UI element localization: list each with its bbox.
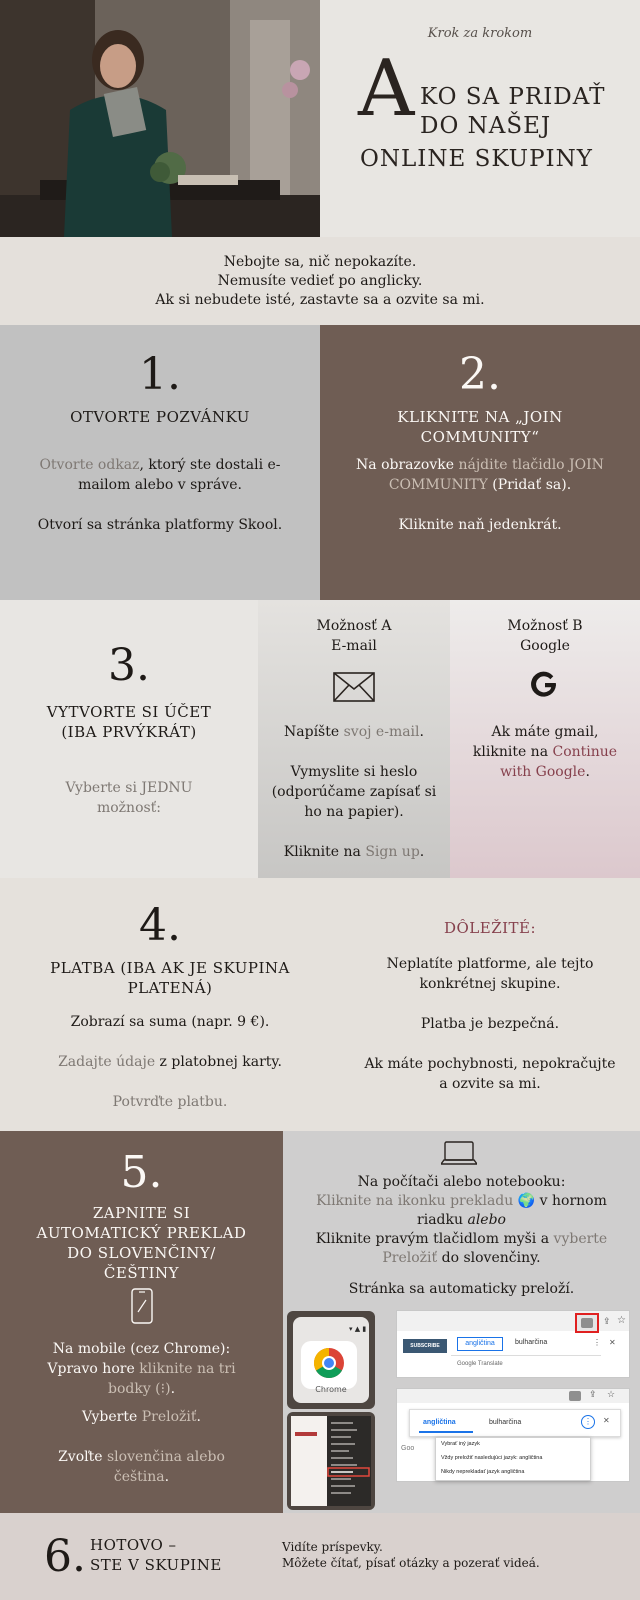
step-title [0,702,258,742]
menu-item-never-translate: Nikdy neprekladať jazyk angličtina [441,1469,525,1475]
option-b-text-b: . [585,764,590,780]
page-background [291,1416,327,1506]
step-title-line: KLIKNITE NA „JOIN [397,408,563,426]
google-icon [530,670,560,700]
highlight-translate-icon: Kliknite na ikonku prekladu [316,1193,514,1209]
desktop-screenshot-translate-menu [396,1388,630,1482]
mobile-text: . [170,1381,176,1397]
laptop-icon [441,1141,477,1167]
woman-with-book-photo [0,0,320,237]
step-title [90,1535,222,1575]
step-2-text-b: (Pridať sa). [487,477,572,493]
share-icon: ⇪ [603,1316,611,1326]
desktop-line: Na počítači alebo notebooku: [357,1174,566,1190]
star-icon: ☆ [617,1315,626,1326]
highlight-translate-menu: vyberte Preložiť [382,1231,608,1266]
intro-line: Ak si nebudete isté, zastavte sa a ozvite sa mi. [155,292,485,308]
option-b-google [450,600,640,878]
translate-icon [569,1391,581,1401]
more-options-icon: ⋮ [581,1415,595,1429]
desktop-or: alebo [467,1212,506,1228]
step-1-text [20,455,300,495]
step-number: 5. [120,1147,163,1198]
highlight-three-dots: kliknite na tri bodky (⁝) [107,1361,236,1397]
envelope-icon [333,672,375,702]
option-heading-line: Možnosť A [316,618,392,634]
mobile-step-3 [40,1447,243,1487]
intro-block [0,237,640,325]
menu-item-other-language: Vybrať iný jazyk [441,1441,480,1447]
option-b-text-a: Ak máte gmail, kliknite na [472,724,599,760]
header-title-panel [320,0,640,237]
desktop-result: Stránka sa automaticky preloží. [348,1281,575,1297]
step-1-text-rest: , ktorý ste dostali e-mailom alebo v správe. [78,457,281,493]
header-photo [0,0,320,237]
mobile-text: Zvoľte [58,1449,107,1465]
mobile-text: Vyberte [81,1409,142,1425]
important-text-3: Ak máte pochybnosti, nepokračujte a ozvite sa mi. [364,1056,616,1092]
step-number: 6. [44,1531,86,1582]
step-title-line: VYTVORTE SI ÚČET [46,703,212,721]
option-heading [258,616,450,656]
step-title-line: COMMUNITY“ [420,428,540,446]
subscribe-button: SUBSCRIBE [403,1339,447,1353]
desktop-line [293,1192,630,1230]
step-number: 4. [139,900,181,951]
step-number: 3. [108,640,150,691]
option-a-text: Napíšte [284,724,344,740]
desktop-text: do slovenčiny. [437,1250,541,1266]
option-heading-line: Google [520,638,570,654]
more-icon: ⋮ [593,1338,601,1347]
translate-icon [581,1318,593,1328]
highlight-sign-up: Sign up [365,844,420,860]
step-6-text [282,1539,540,1571]
step-title [320,407,640,447]
divider [451,1355,601,1356]
step-title: OTVORTE POZVÁNKU [70,408,250,426]
star-icon: ☆ [607,1389,616,1399]
option-heading-line: E-mail [331,638,377,654]
step-title-line: HOTOVO – [90,1536,177,1554]
phone-screenshot-menu [287,1412,375,1510]
status-bar-icons: ▾ ▲ ▮ [349,1325,367,1333]
translate-tab-english: angličtina [423,1419,456,1426]
close-icon: ✕ [603,1416,610,1425]
option-a-text: . [419,724,424,740]
option-b-text [464,722,626,782]
step-number: 2. [459,349,501,400]
page-snippet: Goo [401,1445,415,1452]
intro-line: Nemusíte vedieť po anglicky. [217,273,423,289]
option-a-email [258,600,450,878]
page-heading-bar [295,1432,317,1436]
menu-item-always-translate: Vždy preložiť nasledujúci jazyk: angličtina [441,1455,543,1461]
title-initial: A [358,44,415,134]
chrome-icon [313,1347,345,1379]
translate-tab-bulgarian: bulharčina [515,1339,548,1346]
highlight-card-details: Zadajte údaje [58,1054,156,1070]
phone-screenshot-chrome [287,1311,375,1409]
step-2-text [348,455,612,495]
mobile-step-2 [0,1407,283,1427]
highlight-language-choice: slovenčina alebo čeština [106,1449,225,1485]
option-a-step-3 [258,842,450,862]
step-5-section [0,1131,283,1513]
translate-tab-bulgarian: bulharčina [489,1419,522,1426]
mobile-text: . [196,1409,201,1425]
step-2-section [320,325,640,600]
option-heading [450,616,640,656]
title-line-1: KO SA PRIDAŤ [420,84,606,110]
important-text-1: Neplatíte platforme, ale tejto konkrétnej skupine. [386,956,594,992]
close-icon: ✕ [609,1338,616,1347]
step-6-section [0,1513,640,1600]
share-icon: ⇪ [589,1389,597,1399]
google-translate-label: Google Translate [457,1361,503,1367]
step-title-line: (IBA PRVÝKRÁT) [61,723,197,741]
translate-tab-english: angličtina [457,1337,503,1351]
desktop-screenshot-translate-bar [396,1310,630,1378]
option-a-text: Kliknite na [283,844,366,860]
globe-icon: 🌍 [517,1193,536,1209]
highlight-email: svoj e-mail [343,724,420,740]
option-a-step-1 [266,722,442,742]
mobile-text: . [164,1469,170,1485]
title-line-3: ONLINE SKUPINY [360,146,593,172]
highlight-open-link: Otvorte odkaz [39,457,140,473]
step-4-section [0,878,640,1131]
step-4-text-rest: z platobnej karty. [155,1054,282,1070]
step-2-text-2: Kliknite naň jedenkrát. [398,517,562,533]
desktop-text: v hornom riadku [417,1193,607,1228]
option-a-step-2: Vymyslite si heslo (odporúčame zapísať si ho na papier). [271,764,437,820]
highlight-translate: Preložiť [141,1409,197,1425]
important-text-2: Platba je bezpečná. [420,1016,560,1032]
desktop-line [293,1230,630,1268]
step-1-section [0,325,320,600]
mobile-text: Na mobile (cez Chrome): Vpravo hore [47,1341,231,1377]
chrome-app-label: Chrome [315,1385,347,1394]
step-1-text-2: Otvorí sa stránka platformy Skool. [37,517,283,533]
step-title: ZAPNITE SI AUTOMATICKÝ PREKLAD DO SLOVENČINY/ ČEŠTINY [36,1204,247,1282]
highlight-continue-with-google: Continue with Google [500,744,618,780]
important-title: DÔLEŽITÉ: [443,919,537,937]
step-6-line: Môžete čítať, písať otázky a pozerať videá. [282,1556,540,1570]
step-2-text-a: Na obrazovke [356,457,459,473]
active-tab-underline [419,1431,473,1433]
step-4-text-3: Potvrďte platbu. [112,1094,228,1110]
chrome-menu-items [327,1418,371,1504]
option-heading-line: Možnosť B [507,618,583,634]
title-line-2: DO NAŠEJ [420,113,552,139]
step-6-line: Vidíte príspevky. [282,1540,383,1554]
intro-line: Nebojte sa, nič nepokazíte. [223,254,417,270]
mobile-step-1 [40,1339,243,1399]
step-title: PLATBA (IBA AK JE SKUPINA PLATENÁ) [50,959,290,997]
header-kicker: Krok za krokom [427,26,533,41]
choose-one-option: Vyberte si JEDNU možnosť: [65,780,193,816]
step-4-text-1: Zobrazí sa suma (napr. 9 €). [70,1014,270,1030]
step-number: 1. [139,349,181,400]
step-title-line: STE V SKUPINE [90,1556,222,1574]
option-a-text: . [419,844,425,860]
step-4-text-2 [0,1052,340,1072]
smartphone-icon [131,1288,153,1324]
desktop-text: Kliknite pravým tlačidlom myši a [315,1231,554,1247]
highlight-join-button: nájdite tlačidlo JOIN COMMUNITY [388,457,604,493]
step-3-section [0,600,258,878]
desktop-instructions [293,1173,630,1268]
